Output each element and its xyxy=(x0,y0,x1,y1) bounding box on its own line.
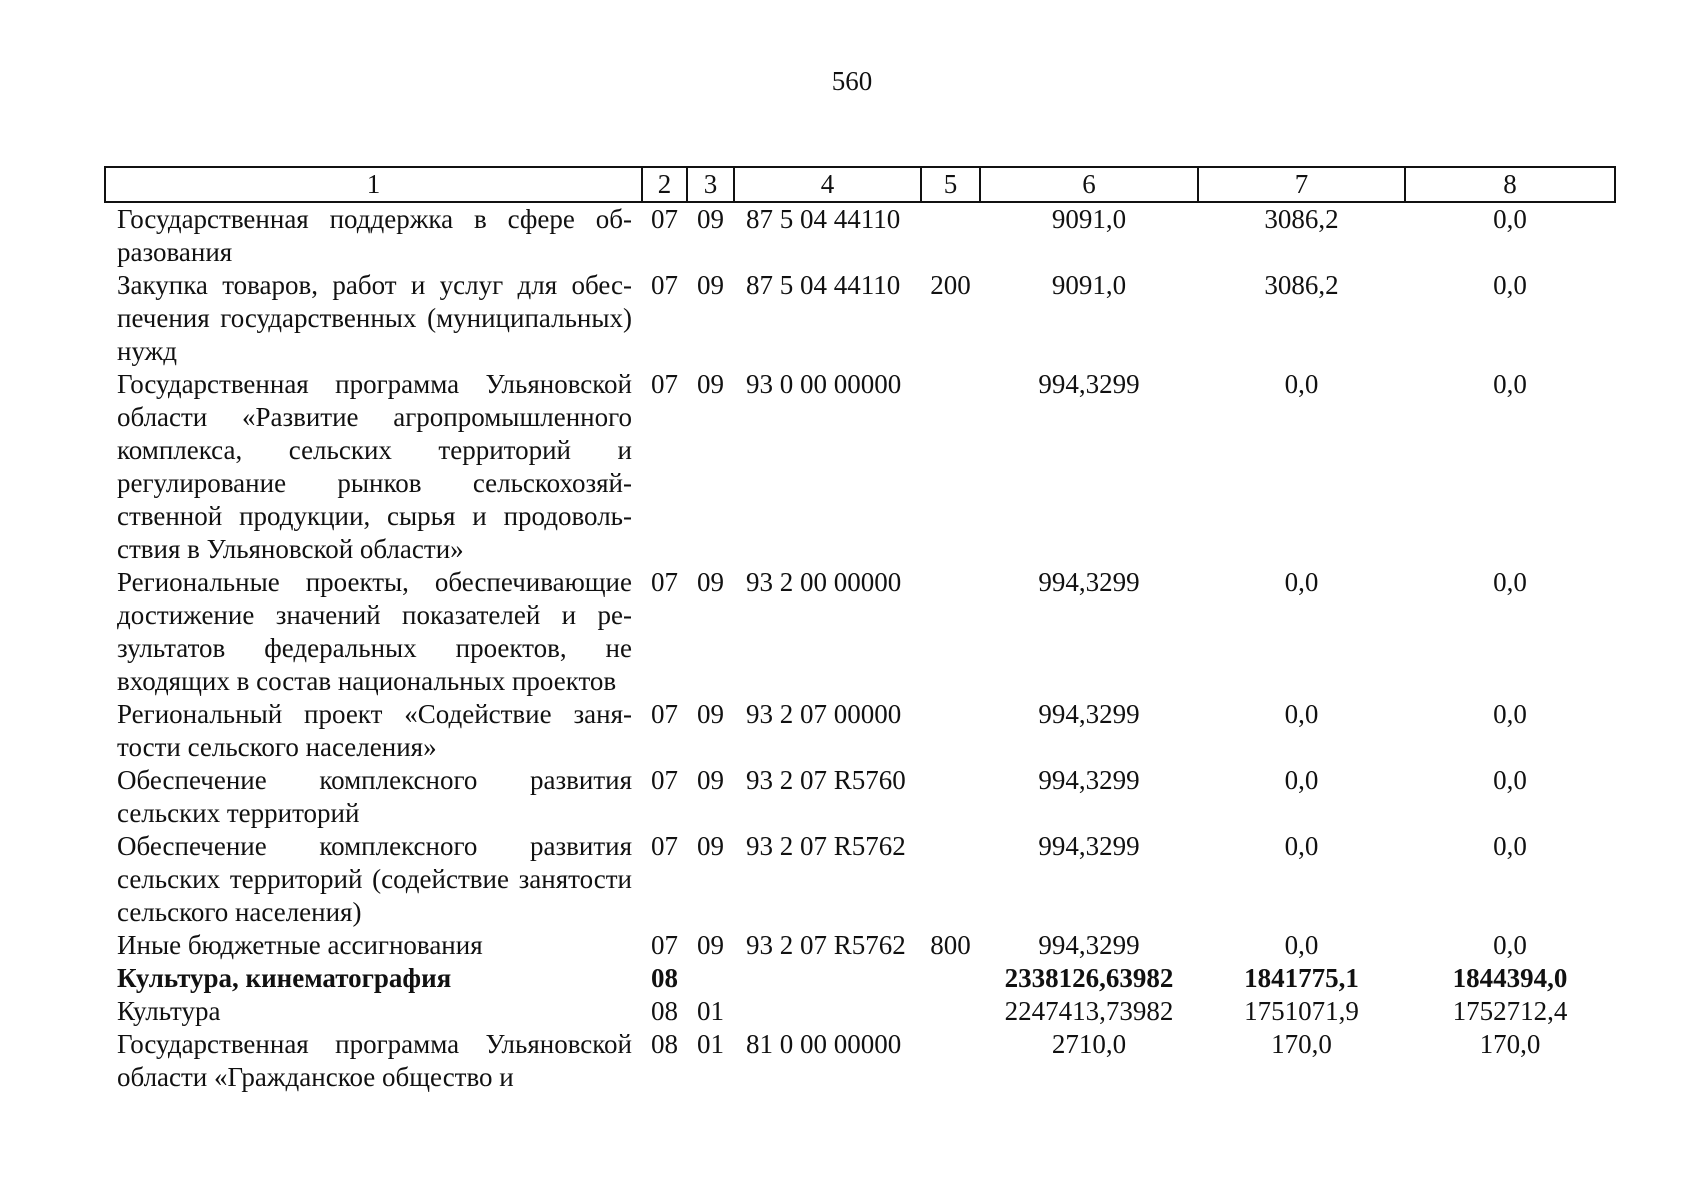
row-amount-col7: 170,0 xyxy=(1271,1029,1332,1059)
budget-table-container xyxy=(104,166,1614,1094)
row-amount-col8: 0,0 xyxy=(1493,567,1527,597)
row-target-article: 87 5 04 44110 xyxy=(746,270,901,300)
row-amount-col8: 0,0 xyxy=(1493,765,1527,795)
row-amount-col7: 0,0 xyxy=(1284,369,1319,399)
table-body xyxy=(105,202,1615,1094)
row-section: 07 xyxy=(651,930,678,960)
row-name: Закупка товаров, работ и услуг для обеспечения государственных (муниципальных) нужд xyxy=(117,270,632,366)
row-name: Региональные проекты, обеспечивающие достижение значений показателей и результатов федеральных проектов, не входящих в состав национальных проектов xyxy=(117,567,632,696)
row-name: Государственная поддержка в сфере образования xyxy=(117,204,632,267)
row-amount-col7: 0,0 xyxy=(1284,831,1319,861)
header-col-8: 8 xyxy=(1405,167,1615,202)
header-col-2: 2 xyxy=(642,167,687,202)
row-name: Иные бюджетные ассигнования xyxy=(117,930,483,960)
row-target-article: 93 2 07 R5762 xyxy=(746,930,906,960)
row-expense-type xyxy=(921,566,980,698)
row-amount-col8: 0,0 xyxy=(1493,204,1527,234)
row-section: 08 xyxy=(651,1029,678,1059)
row-expense-type xyxy=(921,764,980,830)
row-amount-col7: 3086,2 xyxy=(1264,270,1339,300)
row-amount-col6: 994,3299 xyxy=(1038,699,1140,729)
header-col-7: 7 xyxy=(1198,167,1405,202)
row-section: 07 xyxy=(651,567,678,597)
row-amount-col8: 0,0 xyxy=(1493,699,1527,729)
table-row xyxy=(105,764,1615,830)
row-section: 07 xyxy=(651,270,678,300)
row-subsection: 09 xyxy=(697,831,724,861)
row-name: Обеспечение комплексного развития сельских территорий (содействие занятости сельского населения) xyxy=(117,831,632,927)
row-section: 07 xyxy=(651,699,678,729)
table-row xyxy=(105,368,1615,566)
row-amount-col6: 994,3299 xyxy=(1038,930,1140,960)
row-name: Региональный проект «Содействие занятости сельского населения» xyxy=(117,699,632,762)
header-col-5: 5 xyxy=(921,167,980,202)
page-number: 560 xyxy=(831,66,873,96)
row-amount-col8: 1752712,4 xyxy=(1452,996,1568,1026)
row-amount-col7: 0,0 xyxy=(1284,567,1319,597)
row-expense-type xyxy=(921,368,980,566)
table-row xyxy=(105,202,1615,269)
row-target-article xyxy=(734,962,921,995)
row-target-article: 93 0 00 00000 xyxy=(746,369,902,399)
row-expense-type xyxy=(921,202,980,269)
table-row xyxy=(105,995,1615,1028)
header-col-6: 6 xyxy=(980,167,1198,202)
row-amount-col6: 2247413,73982 xyxy=(1004,996,1174,1026)
table-row xyxy=(105,566,1615,698)
table-row xyxy=(105,830,1615,929)
row-subsection: 09 xyxy=(697,567,724,597)
row-section: 08 xyxy=(651,996,678,1026)
budget-table xyxy=(104,166,1616,1094)
header-col-3: 3 xyxy=(687,167,734,202)
row-expense-type xyxy=(921,830,980,929)
row-amount-col6: 994,3299 xyxy=(1038,369,1140,399)
row-amount-col8: 170,0 xyxy=(1479,1029,1541,1059)
row-subsection: 09 xyxy=(697,270,724,300)
row-amount-col8: 0,0 xyxy=(1493,270,1527,300)
header-col-4: 4 xyxy=(734,167,921,202)
row-target-article xyxy=(734,995,921,1028)
row-subsection: 09 xyxy=(697,930,724,960)
row-amount-col7: 3086,2 xyxy=(1264,204,1339,234)
header-col-1: 1 xyxy=(105,167,642,202)
row-subsection xyxy=(687,962,734,995)
row-amount-col6: 2710,0 xyxy=(1051,1029,1127,1059)
row-name: Государственная программа Ульяновской области «Гражданское общество и xyxy=(117,1029,632,1092)
header-row xyxy=(105,167,1615,202)
row-name: Культура xyxy=(117,996,221,1026)
table-header xyxy=(105,167,1615,202)
row-target-article: 87 5 04 44110 xyxy=(746,204,901,234)
row-target-article: 93 2 07 R5762 xyxy=(746,831,906,861)
row-section: 07 xyxy=(651,369,678,399)
table-row xyxy=(105,698,1615,764)
row-section: 07 xyxy=(651,204,678,234)
row-subsection: 09 xyxy=(697,204,724,234)
row-amount-col8: 0,0 xyxy=(1493,930,1527,960)
row-expense-type xyxy=(921,698,980,764)
row-name: Культура, кинематография xyxy=(117,963,452,993)
row-expense-type xyxy=(921,995,980,1028)
row-amount-col6: 2338126,63982 xyxy=(1004,963,1174,993)
row-expense-type: 200 xyxy=(930,270,971,300)
row-amount-col7: 1841775,1 xyxy=(1244,963,1359,993)
row-subsection: 09 xyxy=(697,369,724,399)
row-amount-col7: 1751071,9 xyxy=(1244,996,1359,1026)
row-amount-col8: 0,0 xyxy=(1493,831,1527,861)
table-row xyxy=(105,1028,1615,1094)
row-amount-col7: 0,0 xyxy=(1284,699,1319,729)
table-row-bold xyxy=(105,962,1615,995)
row-amount-col6: 9091,0 xyxy=(1051,270,1127,300)
row-amount-col8: 0,0 xyxy=(1493,369,1527,399)
row-amount-col8: 1844394,0 xyxy=(1452,963,1568,993)
row-subsection: 01 xyxy=(697,1029,724,1059)
row-subsection: 01 xyxy=(697,996,724,1026)
row-target-article: 93 2 00 00000 xyxy=(746,567,902,597)
row-section: 08 xyxy=(651,963,678,993)
row-name: Государственная программа Ульяновской области «Развитие агропромышленного комплекса, сельских территорий и регулирование рынков сельскохозяйственной продукции, сырья и продовольствия в Ульяновской области» xyxy=(117,369,632,564)
row-section: 07 xyxy=(651,765,678,795)
row-subsection: 09 xyxy=(697,699,724,729)
row-amount-col6: 994,3299 xyxy=(1038,831,1140,861)
row-section: 07 xyxy=(651,831,678,861)
row-amount-col6: 994,3299 xyxy=(1038,567,1140,597)
row-subsection: 09 xyxy=(697,765,724,795)
row-expense-type: 800 xyxy=(930,930,971,960)
row-name: Обеспечение комплексного развития сельских территорий xyxy=(117,765,632,828)
table-row xyxy=(105,929,1615,962)
row-amount-col7: 0,0 xyxy=(1284,765,1319,795)
row-target-article: 81 0 00 00000 xyxy=(746,1029,902,1059)
row-amount-col7: 0,0 xyxy=(1284,930,1319,960)
table-row xyxy=(105,269,1615,368)
row-target-article: 93 2 07 00000 xyxy=(746,699,902,729)
row-amount-col6: 9091,0 xyxy=(1051,204,1127,234)
row-expense-type xyxy=(921,962,980,995)
row-expense-type xyxy=(921,1028,980,1094)
row-target-article: 93 2 07 R5760 xyxy=(746,765,906,795)
row-amount-col6: 994,3299 xyxy=(1038,765,1140,795)
